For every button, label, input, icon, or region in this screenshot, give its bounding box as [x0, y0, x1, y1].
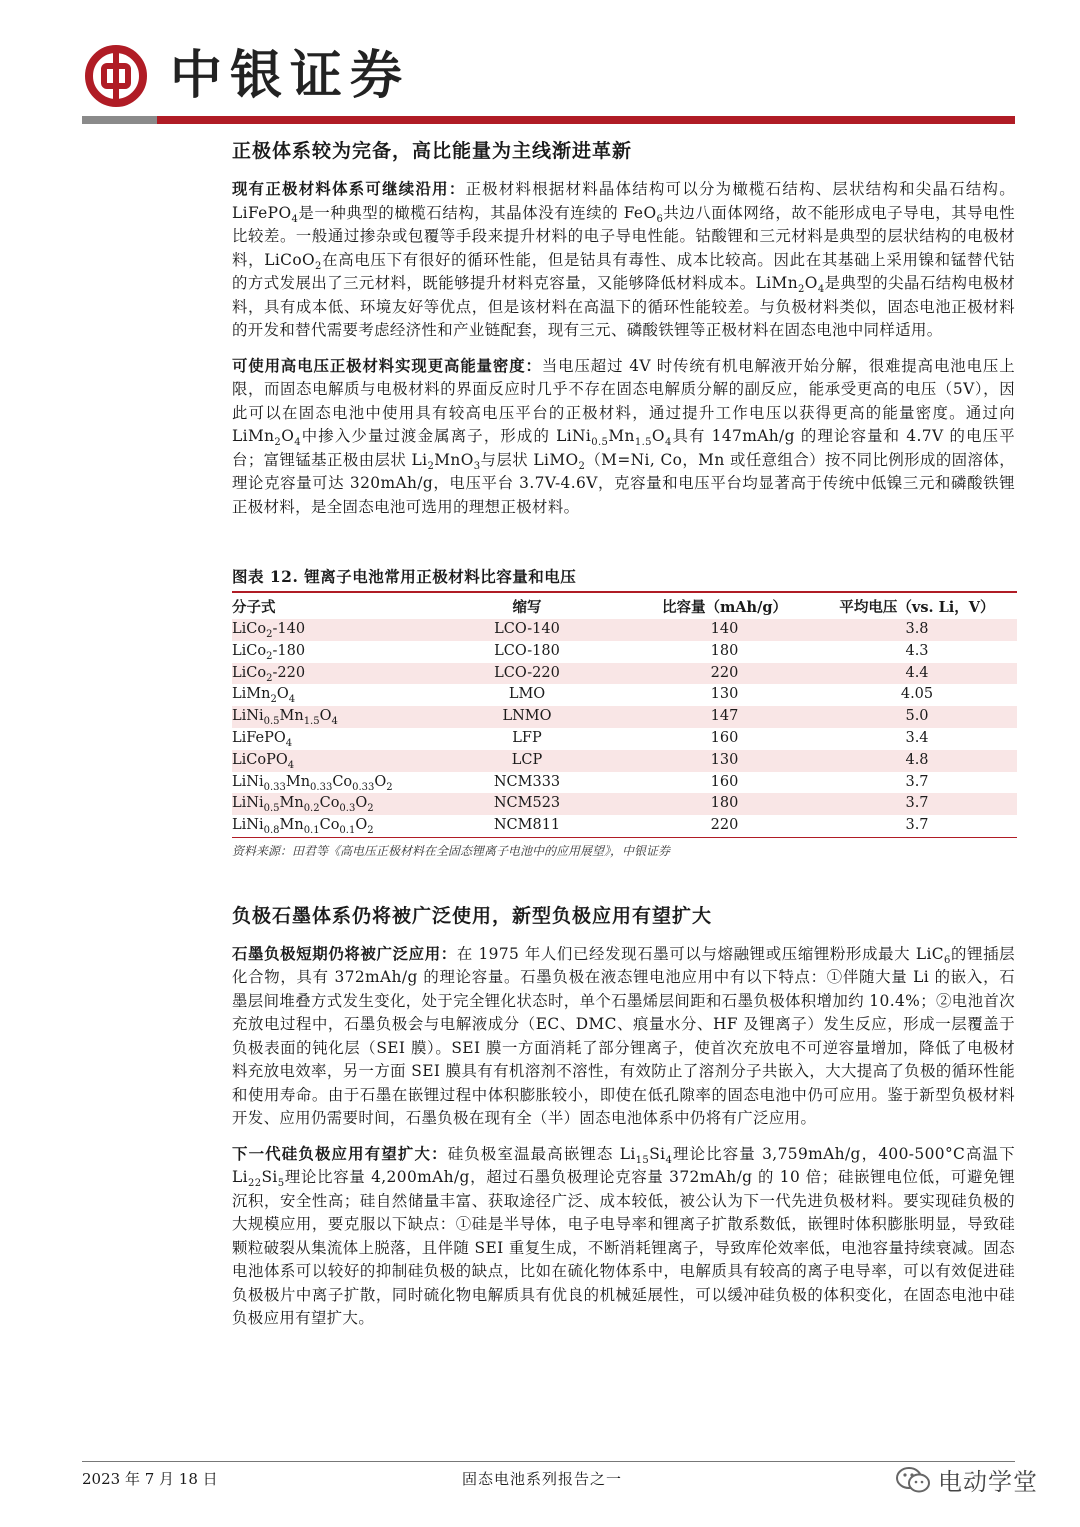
cell-capacity: 180	[710, 642, 739, 659]
table-row	[232, 772, 1017, 794]
cell-voltage: 5.0	[905, 708, 929, 725]
cell-voltage: 4.05	[900, 686, 934, 703]
table-row	[232, 706, 1017, 728]
text: 中掺入少量过渡金属离子，形成的 LiNi	[300, 427, 592, 445]
text: 与层状 LiMO	[480, 450, 579, 469]
cell-formula: $LiNi_{0.8}Mn_{0.1}Co_{0.1}O_2$	[232, 817, 374, 837]
cell-abbr: NCM811	[493, 817, 561, 834]
footer-report-title: 固态电池系列报告之一	[462, 1470, 623, 1488]
text: 理论比容量 3,759mAh/g，400-500°C高温下 Li	[232, 1144, 1015, 1187]
subscript: 4	[817, 284, 825, 296]
table-row	[232, 641, 1017, 663]
text: 理论比容量 4,200mAh/g，超过石墨负极理论克容量 372mAh/g 的 10 倍；硅嵌锂电位低，可避免锂沉积，安全性高；硅自然储量丰富、获取途径广泛、成本较低，被公认为下一代先进负极材料。要实现硅负极的大规模应用，要克服以下缺点：①硅是半导体，电子电导率和锂离子扩散系数低，嵌锂时体积膨胀明显，导致硅颗粒破裂从集流体上脱落，且伴随 SEI 重复生成，不断消耗锂离子，导致库伦效率低，电池容量持续衰减。固态电池体系可以较好的抑制硅负极的缺点，比如在硫化物体系中，电解质具有较高的离子电导率，可以有效促进硅负极极片中离子扩散，同时硫化物电解质具有优良的机械延展性，可以缓冲硅负极的体积变化，在固态电池中硅负极应用有望扩大。	[232, 1168, 1015, 1328]
subscript: 1.5	[634, 437, 652, 449]
text: 的锂插层化合物，具有 372mAh/g 的理论容量。石墨负极在液态锂电池应用中有以下特点：①伴随大量 Li 的嵌入，石墨层间堆叠方式发生变化，处于完全锂化状态时，单个石墨烯层间距和石墨负极体积增加约 10.4%；②电池首次充放电过程中，石墨负极会与电解液成分（EC、DMC、痕量水分、HF 及锂离子）发生反应，形成一层覆盖于负极表面的钝化层（SEI 膜）。SEI 膜一方面消耗了部分锂离子，使首次充放电不可逆容量增加，降低了电极材料充放电效率，另一方面 SEI 膜具有有机溶剂不溶性，有效防止了溶剂分子共嵌入，大大提高了负极的循环性能和使用寿命。由于石墨在嵌锂过程中体积膨胀较小，即使在低孔隙率的固态电池中仍可应用。鉴于新型负极材料开发、应用仍需要时间，石墨负极在现有全（半）固态电池体系中仍将有广泛应用。	[232, 944, 1015, 1128]
cell-voltage: 3.4	[905, 729, 929, 746]
subscript: 2	[274, 437, 282, 449]
table-row	[232, 619, 1017, 641]
cell-abbr: NCM333	[493, 773, 561, 790]
cell-formula: LiFePO$_4$	[232, 729, 293, 749]
main-content	[232, 128, 1015, 1343]
paragraph-cathode-existing	[232, 178, 1015, 343]
watermark-text: 电动学堂	[938, 1468, 1038, 1496]
text: O	[804, 274, 818, 292]
cell-abbr: LCO-220	[494, 664, 560, 681]
table-row	[232, 815, 1017, 837]
subscript: 4	[291, 213, 299, 225]
table-row	[232, 750, 1017, 772]
text: O	[281, 427, 295, 445]
table-row	[232, 728, 1017, 750]
table-row	[232, 684, 1017, 706]
cell-capacity: 180	[710, 795, 739, 812]
text: 在高电压下有很好的循环性能，但是钴具有毒性、成本比较高。因此在其基础上采用镍和锰替代钴的方式发展出了三元材料，既能够提升材料克容量，又能够降低材料成本。LiMn	[232, 250, 1015, 292]
subscript: 6	[943, 955, 951, 967]
text: 当电压超过 4V 时传统有机电解液开始分解，很难提高电池电压上限，而固态电解质与电极材料的界面反应时几乎不存在固态电解质分解的副反应，能承受更高的电压（5V），因此可以在固态电池中使用具有较高电压平台的正极材料，通过提升工作电压以获得更高的能量密度。通过向 LiMn	[232, 356, 1015, 445]
text: 硅负极室温最高嵌锂态 Li	[447, 1144, 636, 1163]
paragraph-anode-silicon	[232, 1143, 1015, 1331]
subscript: 15	[635, 1155, 650, 1167]
cell-formula: $LiNi_{0.5}Mn_{1.5}O_4$	[232, 708, 338, 728]
cell-voltage: 4.4	[905, 664, 929, 681]
wechat-icon	[895, 1466, 931, 1494]
header-rule-gray	[82, 116, 157, 124]
paragraph-lead: 可使用高电压正极材料实现更高能量密度：	[232, 356, 542, 375]
subscript: 4	[664, 437, 672, 449]
cell-voltage: 3.7	[905, 795, 929, 812]
cell-abbr: LFP	[512, 729, 542, 746]
text: （M=Ni, Co，Mn 或任意组合）按不同比例形成的固溶体，理论克容量可达 320mAh/g，电压平台 3.7V-4.6V，克容量和电压平台均显著高于传统中低镍三元和磷酸铁锂正极材料，是全固态电池可选用的理想正极材料。	[232, 450, 1015, 516]
subscript: 6	[656, 213, 664, 225]
text: 在 1975 年人们已经发现石墨可以与熔融锂或压缩锂粉形成最大 LiC	[456, 944, 944, 963]
section-title-cathode: 正极体系较为完备，高比能量为主线渐进革新	[232, 140, 633, 162]
cell-capacity: 220	[710, 664, 739, 681]
cell-abbr: NCM523	[493, 795, 561, 812]
cell-abbr: LNMO	[502, 708, 552, 725]
footer-date: 2023 年 7 月 18 日	[82, 1470, 218, 1488]
text: MnO	[434, 450, 474, 469]
cell-abbr: LCP	[511, 751, 543, 768]
subscript: 4	[294, 437, 301, 449]
header-abbr: 缩写	[422, 592, 632, 619]
paragraph-cathode-high-voltage	[232, 355, 1015, 520]
text: 具有 147mAh/g 的理论容量和 4.7V 的电压平台；富锂锰基正极由层状 Li	[232, 427, 1015, 469]
text: Mn	[608, 427, 635, 445]
cell-voltage: 3.7	[905, 817, 929, 834]
cell-capacity: 220	[710, 817, 739, 834]
figure-title: 图表 12. 锂离子电池常用正极材料比容量和电压	[232, 567, 577, 586]
cell-formula: LiCo$_2$-180	[232, 642, 306, 662]
header-formula: 分子式	[232, 592, 422, 619]
header-rule-red	[157, 116, 1015, 124]
table-row	[232, 663, 1017, 685]
page-header	[0, 0, 1080, 130]
paragraph-lead: 下一代硅负极应用有望扩大：	[232, 1144, 448, 1163]
cell-formula: $LiMn_2O_4$	[232, 686, 296, 706]
text: 是典型的尖晶石结构电极材料，具有成本低、环境友好等优点，但是该材料在高温下的循环性能较差。与负极材料类似，固态电池正极材料的开发和替代需要考虑经济性和产业链配套，现有三元、磷酸铁锂等正极材料在固态电池中同样适用。	[232, 274, 1015, 339]
cell-capacity: 140	[710, 621, 739, 637]
cell-voltage: 4.3	[905, 642, 929, 659]
text: O	[651, 427, 665, 445]
paragraph-lead: 石墨负极短期仍将被广泛应用：	[232, 944, 457, 963]
paragraph-lead: 现有正极材料体系可继续沿用：	[232, 180, 466, 198]
text: 共边八面体网络，故不能形成电子导电，其导电性比较差。一般通过掺杂或包覆等手段来提升材料的电子导电性能。钴酸锂和三元材料是典型的层状结构的电极材料，LiCoO	[232, 203, 1015, 269]
cell-abbr: LCO-180	[494, 642, 560, 659]
brand-name: 中银证券	[170, 45, 411, 106]
subscript: 5	[277, 1178, 285, 1190]
cell-formula: LiCo$_2$-220	[232, 664, 306, 684]
paragraph-anode-graphite	[232, 943, 1015, 1131]
subscript: 2	[798, 284, 805, 296]
text: Si	[649, 1144, 666, 1163]
cell-formula: LiCoPO$_4$	[232, 751, 295, 771]
text: 正极材料根据材料晶体结构可以分为橄榄石结构、层状结构和尖晶石结构。LiFePO	[232, 180, 1015, 222]
cell-abbr: LMO	[508, 686, 546, 703]
subscript: 2	[427, 460, 435, 472]
table-row	[232, 793, 1017, 815]
subscript: 4	[665, 1155, 673, 1167]
subscript: 22	[247, 1178, 262, 1190]
cell-capacity: 130	[710, 751, 739, 768]
subscript: 2	[315, 260, 322, 272]
cell-capacity: 160	[710, 773, 739, 790]
cell-formula: $LiNi_{0.33}Mn_{0.33}Co_{0.33}O_2$	[232, 773, 393, 793]
subscript: 3	[473, 460, 481, 472]
cell-capacity: 130	[710, 686, 739, 703]
cell-voltage: 3.8	[905, 621, 929, 637]
text: 是一种典型的橄榄石结构，其晶体没有连续的 FeO	[298, 203, 657, 222]
table-header-row	[232, 592, 1017, 619]
cell-abbr: LCO-140	[494, 621, 560, 637]
cell-voltage: 3.7	[905, 773, 929, 790]
bank-of-china-logo-icon	[85, 45, 147, 107]
header-capacity: 比容量（mAh/g）	[632, 592, 817, 619]
cathode-materials-table	[232, 591, 1017, 838]
cell-capacity: 147	[710, 708, 739, 725]
figure-source: 资料来源：田君等《高电压正极材料在全固态锂离子电池中的应用展望》，中银证券	[232, 843, 671, 858]
subscript: 2	[578, 460, 586, 472]
cell-formula: $LiNi_{0.5}Mn_{0.2}Co_{0.3}O_2$	[232, 795, 374, 815]
subscript: 0.5	[591, 437, 609, 449]
section-title-anode: 负极石墨体系仍将被广泛使用，新型负极应用有望扩大	[232, 904, 713, 927]
cell-capacity: 160	[710, 729, 739, 746]
text: Si	[261, 1168, 278, 1187]
header-voltage: 平均电压（vs. Li，V）	[817, 592, 1017, 619]
footer-rule	[82, 1461, 1015, 1462]
cell-formula: LiCo$_2$-140	[232, 621, 306, 640]
cell-voltage: 4.8	[905, 751, 929, 768]
